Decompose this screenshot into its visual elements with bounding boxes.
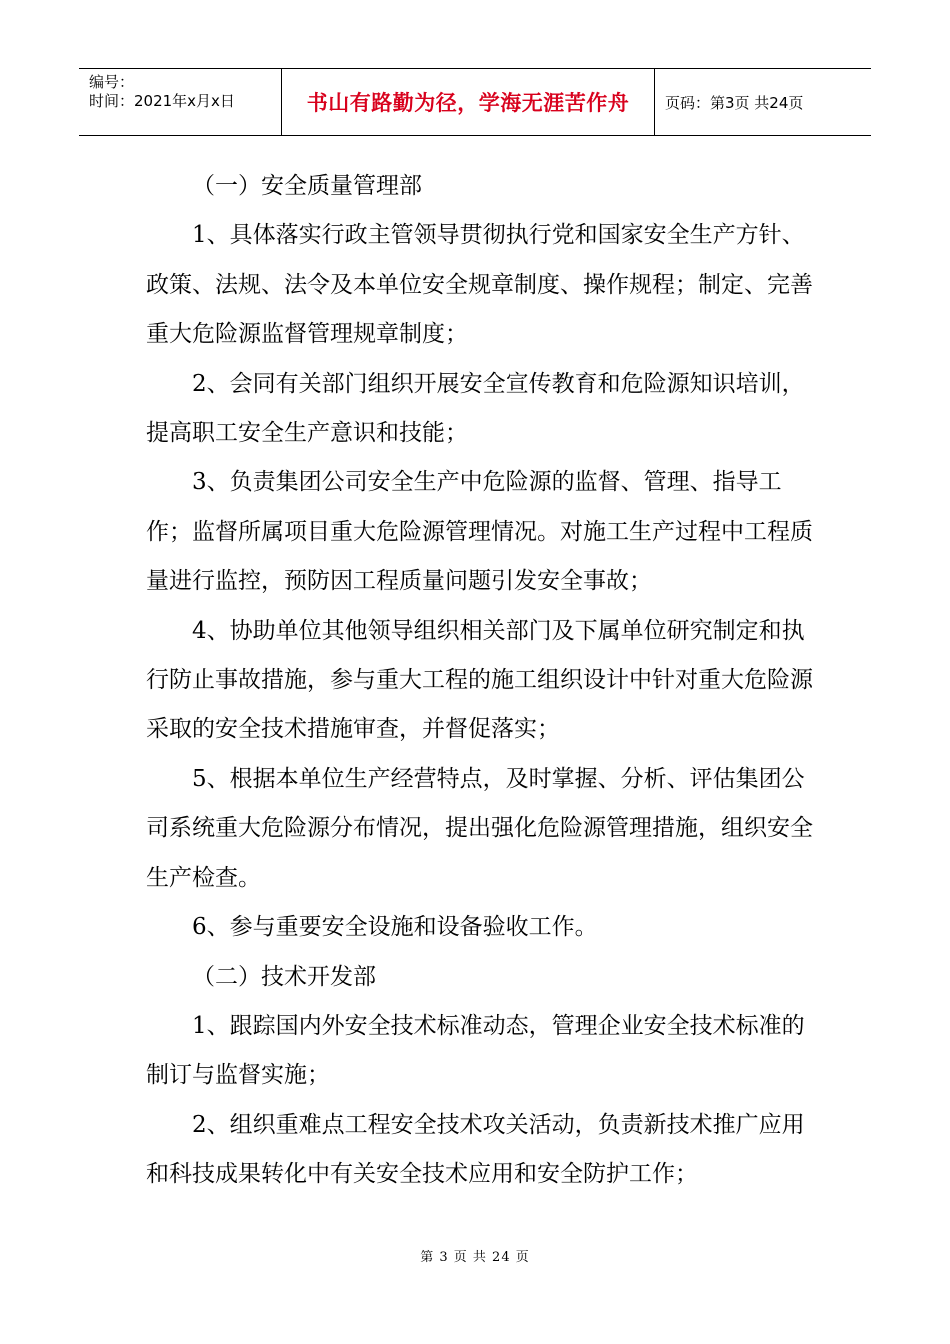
page-footer: 第 3 页 共 24 页 [420, 1250, 530, 1265]
header-motto: 书山有路勤为径，学海无涯苦作舟 [282, 69, 655, 135]
section-heading-tech-dev: （二）技术开发部 [192, 963, 376, 990]
document-body [146, 162, 816, 1200]
section-heading-safety-quality: （一）安全质量管理部 [192, 173, 422, 199]
header-page-info: 页码：第3页 共24页 [665, 93, 804, 112]
paragraph: 2、组织重难点工程安全技术攻关活动，负责新技术推广应用和科技成果转化中有关安全技术应用和安全防护工作； [146, 1111, 805, 1188]
document-date: 时间：2021年x月x日 [89, 92, 235, 110]
paragraph: 1、跟踪国内外安全技术标准动态，管理企业安全技术标准的制订与监督实施； [146, 1012, 805, 1089]
paragraph: 2、会同有关部门组织开展安全宣传教育和危险源知识培训，提高职工安全生产意识和技能； [146, 370, 805, 447]
paragraph: 4、协助单位其他领导组织相关部门及下属单位研究制定和执行防止事故措施，参与重大工程的施工组织设计中针对重大危险源采取的安全技术措施审查，并督促落实； [146, 617, 813, 743]
document-number-label: 编号： [89, 73, 135, 91]
header-left-cell [79, 69, 282, 135]
header-table [79, 68, 871, 136]
paragraph: 1、具体落实行政主管领导贯彻执行党和国家安全生产方针、政策、法规、法令及本单位安全规章制度、操作规程；制定、完善重大危险源监督管理规章制度； [146, 222, 813, 348]
paragraph: 6、参与重要安全设施和设备验收工作。 [192, 914, 598, 941]
paragraph: 3、负责集团公司安全生产中危险源的监督、管理、指导工作；监督所属项目重大危险源管理情况。对施工生产过程中工程质量进行监控，预防因工程质量问题引发安全事故； [146, 469, 813, 595]
paragraph: 5、根据本单位生产经营特点，及时掌握、分析、评估集团公司系统重大危险源分布情况，提出强化危险源管理措施，组织安全生产检查。 [146, 765, 813, 891]
